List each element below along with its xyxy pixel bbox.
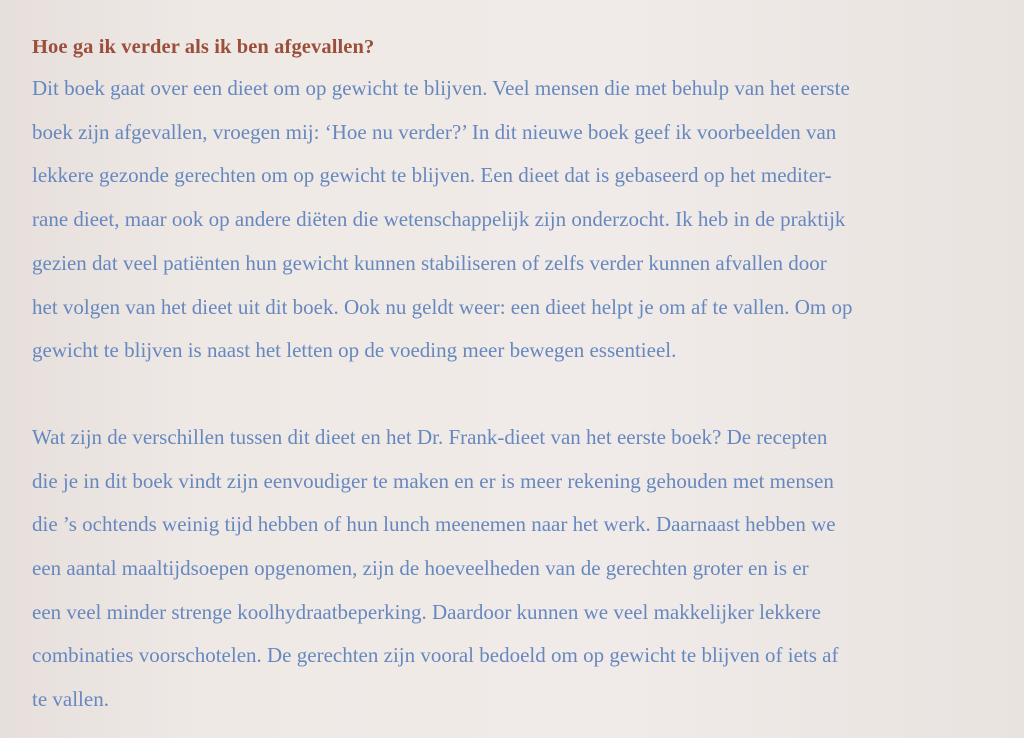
paragraph-line: gewicht te blijven is naast het letten op de voeding meer bewegen essentieel. (32, 338, 677, 363)
paragraph-line: rane dieet, maar ook op andere diëten die wetenschappelijk zijn onderzocht. Ik heb in de praktijk (32, 207, 846, 232)
paragraph-line: Dit boek gaat over een dieet om op gewicht te blijven. Veel mensen die met behulp van het eerste (32, 76, 850, 100)
paragraph-line: Wat zijn de verschillen tussen dit dieet en het Dr. Frank-dieet van het eerste boek? De recepten (32, 424, 828, 449)
paragraph-1 (32, 67, 992, 373)
paragraph-line: lekkere gezonde gerechten om op gewicht te blijven. Een dieet dat is gebaseerd op het mediter- (32, 163, 832, 188)
paragraph-line: gezien dat veel patiënten hun gewicht kunnen stabiliseren of zelfs verder kunnen afvallen door (32, 250, 827, 275)
paragraph-line: het volgen van het dieet uit dit boek. Ook nu geldt weer: een dieet helpt je om af te vallen. Om op (32, 294, 853, 319)
paragraph-2 (32, 416, 992, 722)
paragraph-line: combinaties voorschotelen. De gerechten zijn vooral bedoeld om op gewicht te blijven of iets af (32, 643, 839, 668)
paragraph-spacer (32, 373, 992, 416)
document-page (32, 34, 992, 722)
paragraph-line: een veel minder strenge koolhydraatbeperking. Daardoor kunnen we veel makkelijker lekkere (32, 599, 821, 624)
section-heading: Hoe ga ik verder als ik ben afgevallen? (32, 36, 375, 58)
paragraph-line: boek zijn afgevallen, vroegen mij: ‘Hoe nu verder?’ In dit nieuwe boek geef ik voorbeelden van (32, 119, 837, 144)
paragraph-line: een aantal maaltijdsoepen opgenomen, zijn de hoeveelheden van de gerechten groter en is er (32, 556, 809, 581)
paragraph-line: te vallen. (32, 687, 109, 712)
paragraph-line: die je in dit boek vindt zijn eenvoudiger te maken en er is meer rekening gehouden met mensen (32, 468, 834, 493)
paragraph-line: die ’s ochtends weinig tijd hebben of hun lunch meenemen naar het werk. Daarnaast hebben we (32, 512, 836, 537)
